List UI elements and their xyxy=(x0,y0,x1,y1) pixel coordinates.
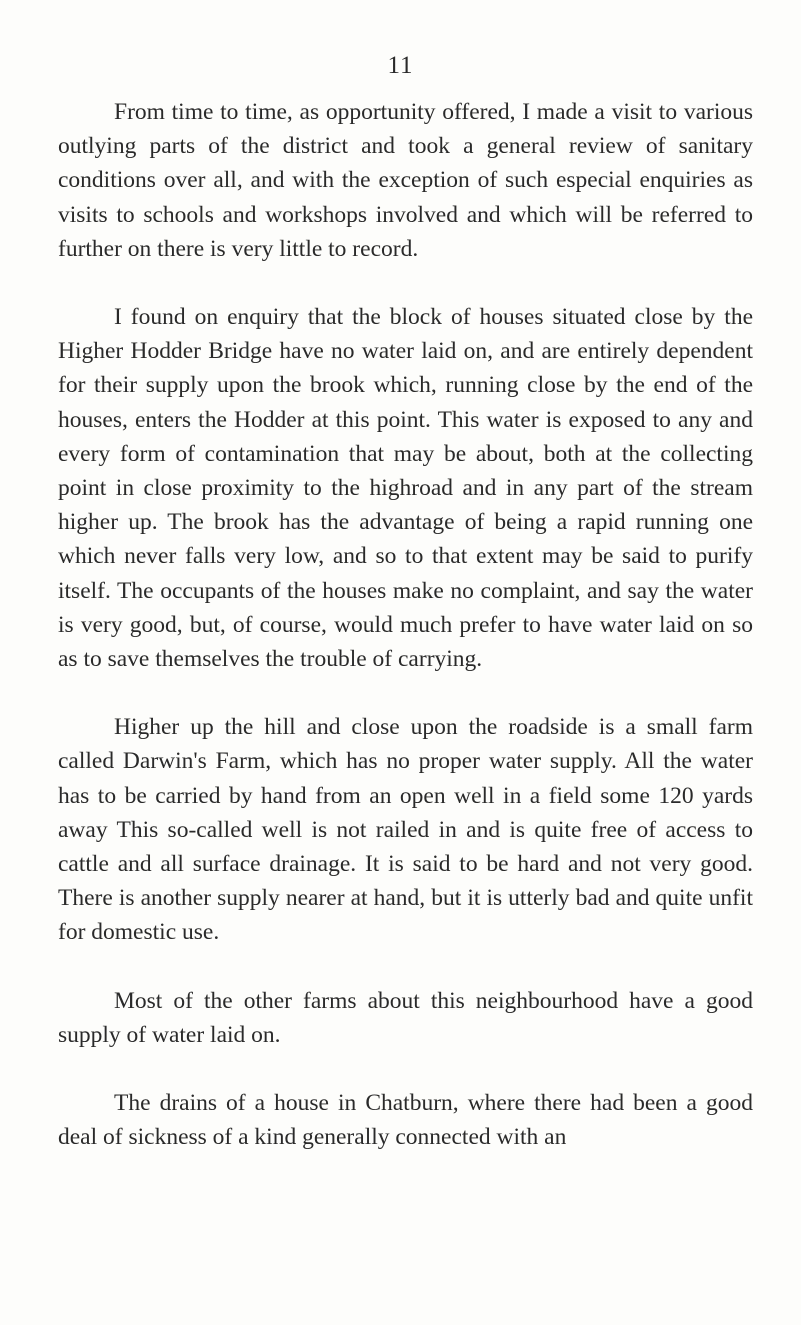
paragraph-higher-hodder-bridge: I found on enquiry that the block of houses situated close by the Higher Hodder Bridge have no water laid on, and are entirely dependent for their supply upon the brook which, running close by the end of the houses, enters the Hodder at this point. This water is exposed to any and every form of contamination that may be about, both at the collecting point in close proximity to the highroad and in any part of the stream higher up. The brook has the advantage of being a rapid running one which never falls very low, and so to that extent may be said to purify itself. The occupants of the houses make no complaint, and say the water is very good, but, of course, would much prefer to have water laid on so as to save themselves the trouble of carrying. xyxy=(58,304,753,673)
paragraph-outlying-parts: From time to time, as opportunity offered, I made a visit to various outlying parts of the district and took a general review of sanitary conditions over all, and with the exception of such especial enquiries as visits to schools and workshops involved and which will be referred to further on there is very little to record. xyxy=(58,99,753,262)
paragraph-other-farms: Most of the other farms about this neighbourhood have a good supply of water laid on. xyxy=(58,987,753,1048)
paragraph-chatburn-drains: The drains of a house in Chatburn, where there had been a good deal of sickness of a kind generally connected with an xyxy=(58,1090,753,1151)
page-number: 11 xyxy=(387,52,414,79)
body-text xyxy=(58,95,753,1188)
paragraph-darwins-farm: Higher up the hill and close upon the roadside is a small farm called Darwin's Farm, which has no proper water supply. All the water has to be carried by hand from an open well in a field some 120 yards away This so-called well is not railed in and is quite free of access to cattle and all surface drainage. It is said to be hard and not very good. There is another supply nearer at hand, but it is utterly bad and quite unfit for domestic use. xyxy=(58,714,753,946)
